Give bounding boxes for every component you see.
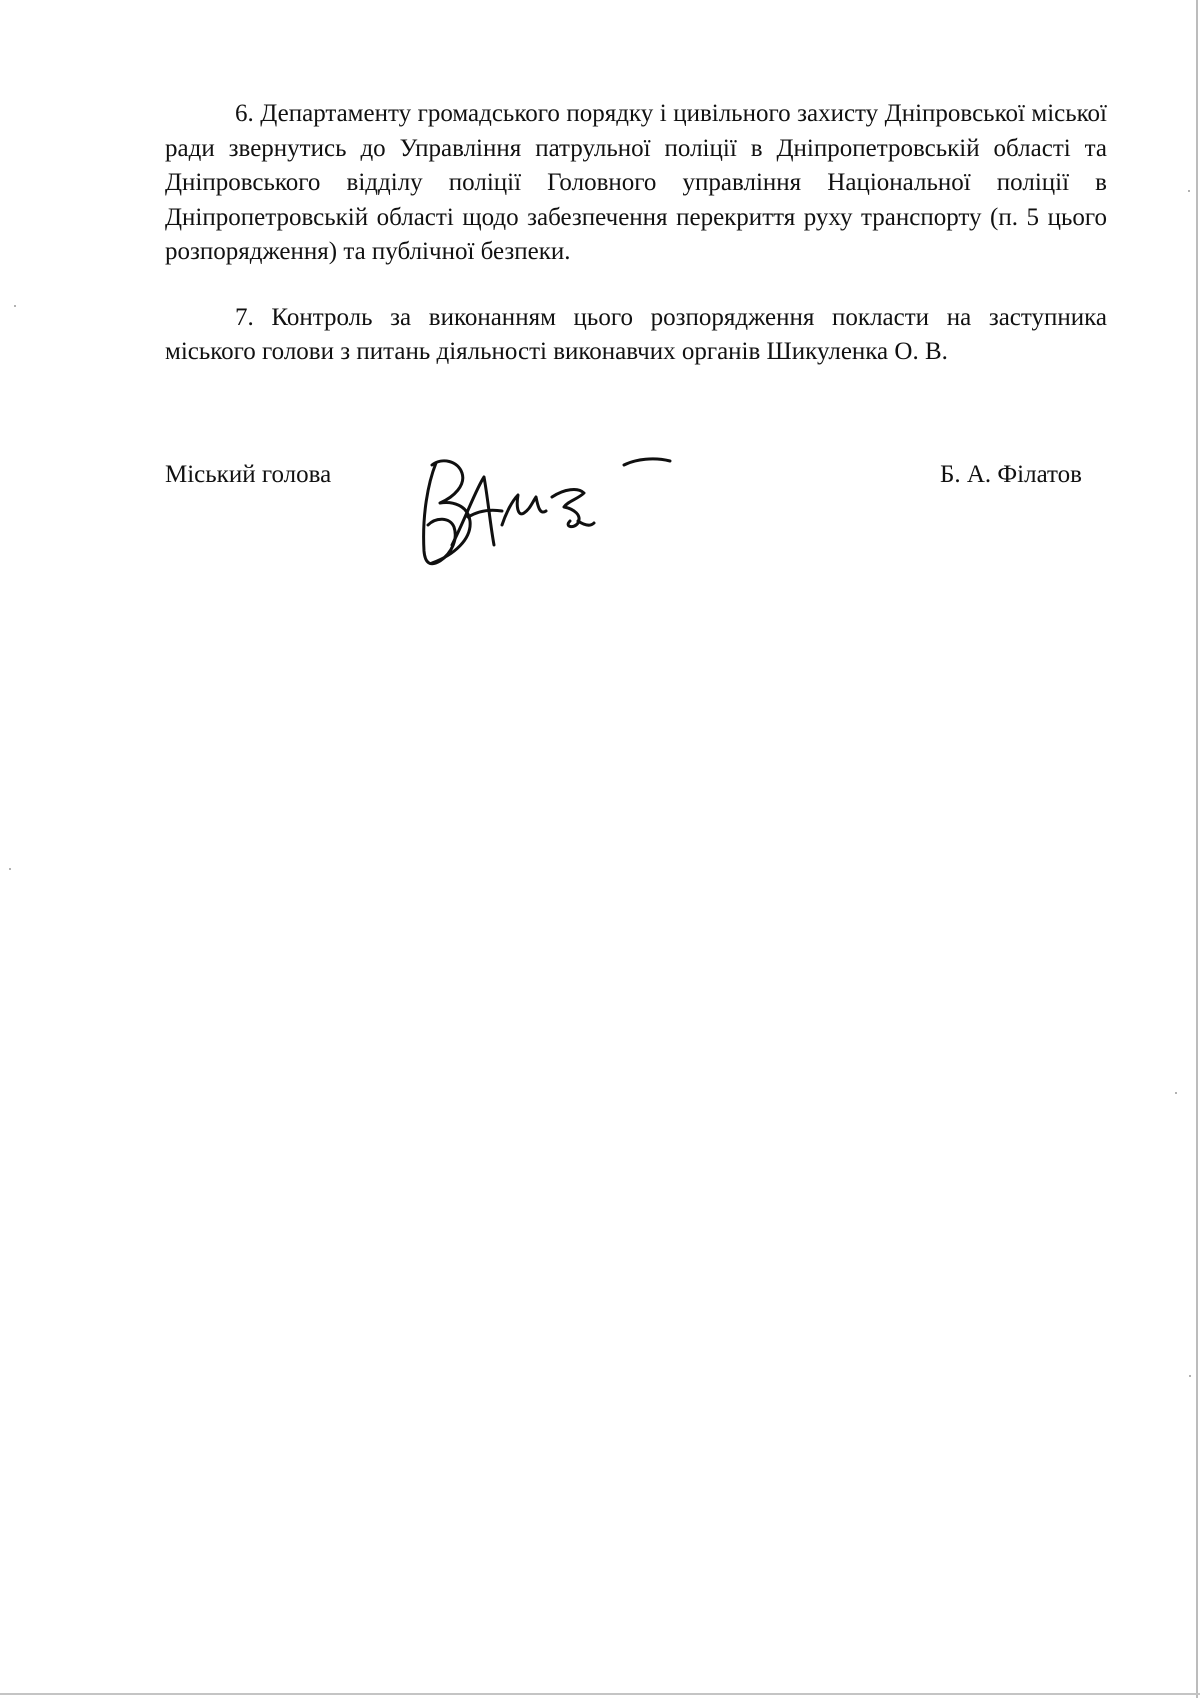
handwritten-signature: [418, 455, 718, 570]
paragraph-item-7: 7. Контроль за виконанням цього розпорядження покласти на заступника міського голови з питань діяльності виконавчих органів Шикуленка О. В.: [165, 303, 1107, 365]
page-edge-right: [1196, 0, 1198, 1698]
signatory-title: Міський голова: [165, 461, 332, 488]
document-body: [165, 97, 1107, 370]
paragraph-item-6: 6. Департаменту громадського порядку і цивільного захисту Дніпровської міської ради звернутись до Управління патрульної поліції в Дніпропетровській області та Дніпровського відділу поліції Головного управління Національної поліції в Дніпропетровській області щодо забезпечення перекриття руху транспорту (п. 5 цього розпорядження) та публічної безпеки.: [165, 100, 1107, 265]
signatory-name: Б. А. Філатов: [940, 461, 1082, 488]
page-edge-bottom: [0, 1693, 1200, 1695]
